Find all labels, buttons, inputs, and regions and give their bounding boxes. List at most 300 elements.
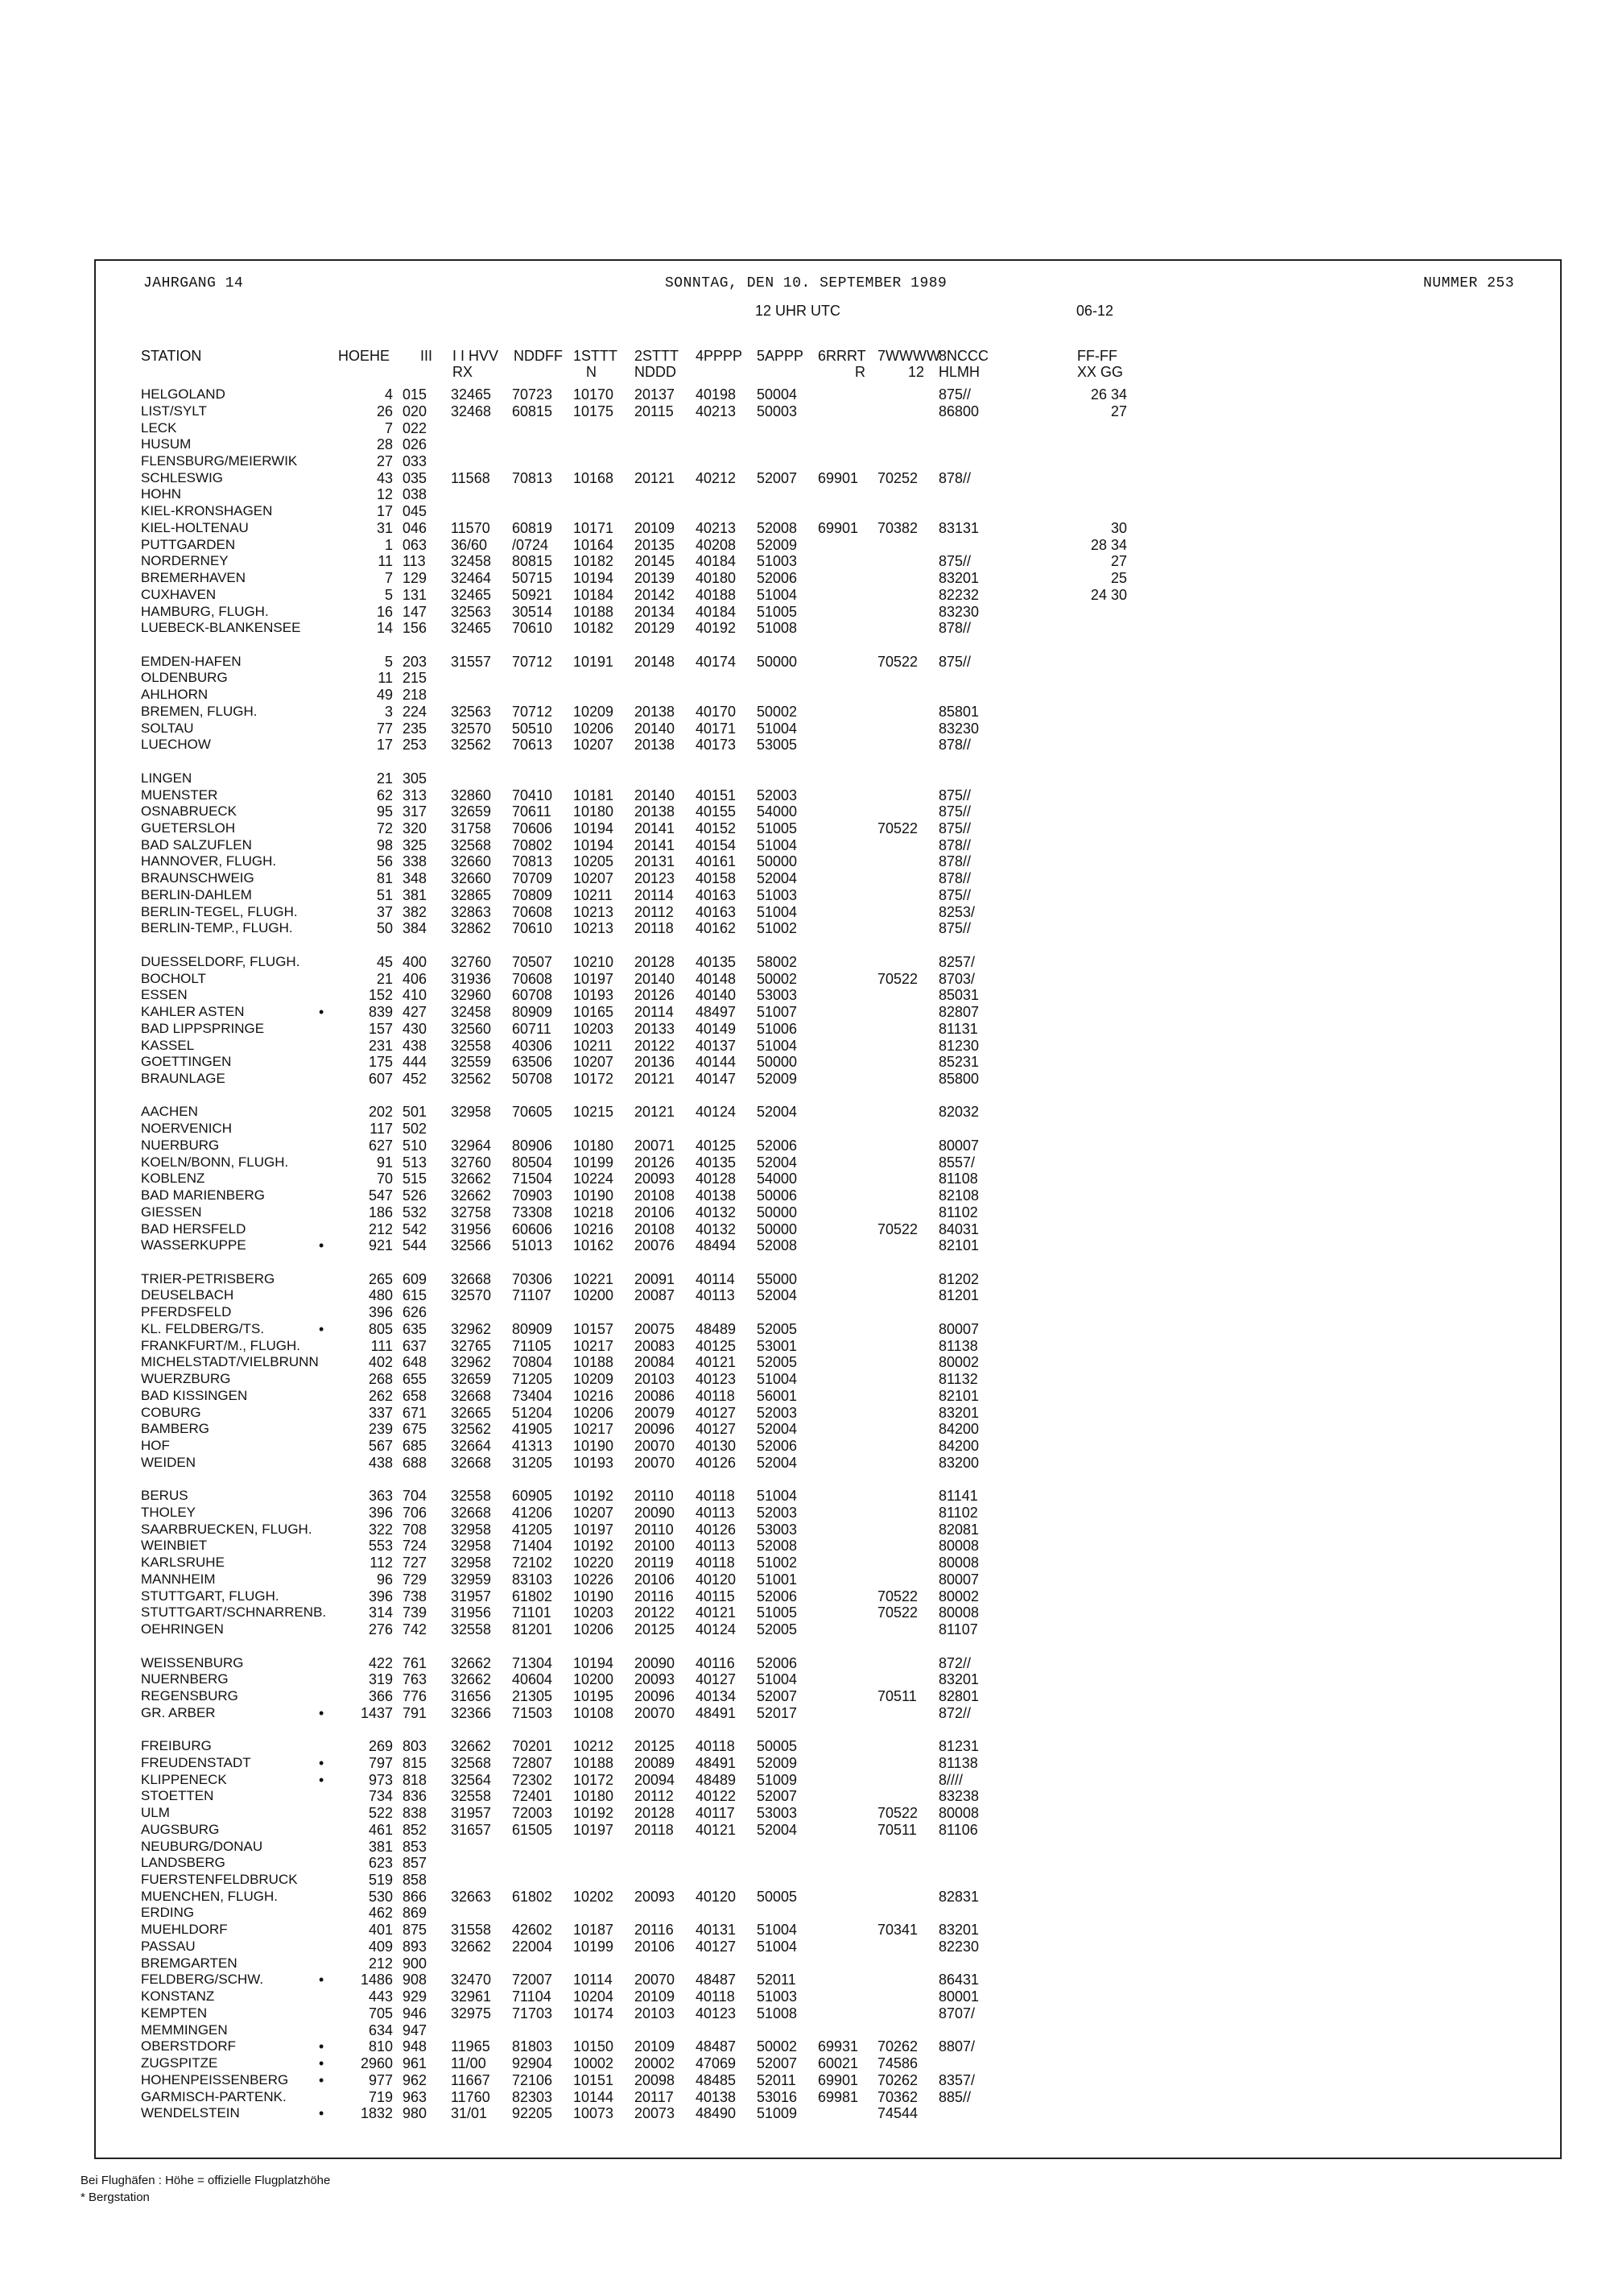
- cell-c: 10165: [573, 1004, 614, 1020]
- cell-iii: 866: [402, 1888, 427, 1905]
- cell-e: 40184: [696, 553, 737, 570]
- cell-iii: 147: [402, 603, 427, 620]
- date-title: SONNTAG, DEN 10. SEPTEMBER 1989: [665, 275, 947, 291]
- cell-f: 58002: [757, 953, 798, 970]
- cell-f: 52007: [757, 1788, 798, 1805]
- cell-iii: 113: [402, 553, 426, 570]
- cell-a: 32863: [451, 903, 492, 920]
- cell-i: 81102: [939, 1204, 978, 1220]
- cell-iii: 635: [402, 1320, 427, 1337]
- cell-f: 51003: [757, 1988, 798, 2005]
- cell-f: 51005: [757, 820, 798, 836]
- cell-iii: 658: [402, 1387, 427, 1404]
- cell-e: 40126: [696, 1521, 737, 1538]
- cell-b: 92205: [512, 2105, 553, 2122]
- cell-d: 20100: [634, 1538, 675, 1555]
- col-header-iii: III: [420, 348, 433, 364]
- cell-a: 32662: [451, 1671, 492, 1688]
- cell-i: 86800: [939, 403, 980, 419]
- cell-d: 20090: [634, 1654, 675, 1671]
- cell-iii: 033: [402, 452, 427, 469]
- cell-i: 82032: [939, 1104, 980, 1121]
- cell-d: 20002: [634, 2055, 675, 2071]
- cell-d: 20141: [634, 836, 675, 853]
- cell-d: 20136: [634, 1054, 675, 1071]
- cell-hoehe: 839: [368, 1004, 393, 1020]
- cell-iii: 444: [402, 1054, 427, 1071]
- cell-iii: 704: [402, 1488, 427, 1505]
- cell-e: 40118: [696, 1488, 735, 1505]
- cell-f: 51004: [757, 903, 798, 920]
- cell-a: 32568: [451, 1754, 492, 1771]
- cell-iii: 035: [402, 469, 427, 486]
- cell-c: 10220: [573, 1555, 614, 1571]
- cell-d: 20140: [634, 970, 675, 987]
- cell-c: 10190: [573, 1588, 614, 1604]
- cell-b: 21305: [512, 1687, 553, 1704]
- cell-iii: 513: [402, 1154, 427, 1171]
- cell-d: 20118: [634, 920, 674, 937]
- cell-hoehe: 7: [384, 419, 393, 436]
- cell-a: 32470: [451, 1972, 492, 1988]
- cell-f: 52004: [757, 1104, 798, 1121]
- cell-station: OEHRINGEN: [141, 1621, 224, 1637]
- cell-a: 32465: [451, 620, 492, 637]
- cell-star: •: [319, 1320, 324, 1337]
- cell-hoehe: 117: [369, 1121, 393, 1138]
- cell-h: 70262: [877, 2071, 919, 2088]
- cell-station: WEIDEN: [141, 1454, 196, 1470]
- cell-c: 10157: [573, 1320, 614, 1337]
- cell-a: 32660: [451, 870, 492, 887]
- cell-station: LINGEN: [141, 770, 192, 786]
- cell-d: 20106: [634, 1938, 675, 1955]
- cell-station: BAD MARIENBERG: [141, 1187, 265, 1203]
- cell-b: 70608: [512, 903, 553, 920]
- cell-c: 10151: [573, 2071, 614, 2088]
- cell-c: 10194: [573, 820, 614, 836]
- cell-hoehe: 37: [376, 903, 393, 920]
- cell-h: 74586: [877, 2055, 919, 2071]
- cell-station: PASSAU: [141, 1938, 196, 1954]
- cell-a: 32668: [451, 1270, 492, 1287]
- footnote-airports: Bei Flughäfen : Höhe = offizielle Flugplatzhöhe: [80, 2174, 331, 2187]
- cell-f: 56001: [757, 1387, 798, 1404]
- cell-station: BAD HERSFELD: [141, 1220, 246, 1237]
- cell-d: 20103: [634, 1371, 675, 1388]
- cell-station: GOETTINGEN: [141, 1054, 232, 1070]
- cell-d: 20114: [634, 1004, 674, 1020]
- cell-f: 53003: [757, 1805, 798, 1822]
- cell-iii: 947: [402, 2021, 427, 2038]
- cell-hoehe: 319: [368, 1671, 393, 1688]
- cell-g: 69931: [818, 2038, 859, 2055]
- cell-a: 32668: [451, 1454, 492, 1471]
- cell-star: •: [319, 2038, 324, 2055]
- cell-iii: 544: [402, 1237, 427, 1254]
- cell-iii: 438: [402, 1037, 427, 1054]
- cell-e: 40125: [696, 1337, 737, 1354]
- cell-h: 70522: [877, 653, 919, 670]
- cell-iii: 626: [402, 1304, 427, 1321]
- cell-a: 32975: [451, 2005, 492, 2021]
- cell-star: •: [319, 1972, 324, 1988]
- cell-e: 40127: [696, 1421, 737, 1438]
- cell-hoehe: 98: [376, 836, 393, 853]
- cell-f: 50006: [757, 1187, 798, 1204]
- cell-i: 81107: [939, 1621, 978, 1637]
- cell-d: 20108: [634, 1187, 675, 1204]
- cell-iii: 129: [402, 570, 427, 586]
- cell-c: 10209: [573, 1371, 614, 1388]
- cell-i: 83230: [939, 720, 980, 737]
- cell-f: 51004: [757, 586, 798, 603]
- cell-hoehe: 530: [368, 1888, 393, 1905]
- cell-b: 80906: [512, 1137, 553, 1154]
- cell-f: 52004: [757, 1421, 798, 1438]
- cell-a: 11965: [451, 2038, 490, 2055]
- cell-i: 875//: [939, 553, 972, 570]
- cell-hoehe: 805: [368, 1320, 393, 1337]
- cell-d: 20098: [634, 2071, 675, 2088]
- cell-a: 11568: [451, 469, 490, 486]
- cell-b: 71404: [512, 1538, 553, 1555]
- cell-i: 81131: [939, 1020, 978, 1037]
- cell-a: 31957: [451, 1805, 492, 1822]
- cell-d: 20138: [634, 737, 675, 754]
- cell-a: 32558: [451, 1621, 492, 1637]
- cell-h: 70382: [877, 519, 919, 536]
- cell-hoehe: 705: [368, 2005, 393, 2021]
- cell-f: 50000: [757, 653, 798, 670]
- cell-i: 885//: [939, 2088, 972, 2105]
- cell-b: 50708: [512, 1070, 553, 1087]
- cell-a: 32458: [451, 1004, 492, 1020]
- cell-f: 52009: [757, 536, 798, 553]
- cell-i: 84200: [939, 1421, 980, 1438]
- cell-iii: 235: [402, 720, 427, 737]
- cell-a: 32568: [451, 836, 492, 853]
- time-window: 06-12: [1076, 303, 1114, 319]
- cell-e: 40126: [696, 1454, 737, 1471]
- cell-station: OSNABRUECK: [141, 803, 237, 820]
- cell-d: 20123: [634, 870, 675, 887]
- cell-star: •: [319, 2105, 324, 2122]
- cell-a: 32962: [451, 1320, 492, 1337]
- cell-iii: 708: [402, 1521, 427, 1538]
- cell-e: 40134: [696, 1687, 737, 1704]
- cell-station: GUETERSLOH: [141, 820, 236, 836]
- cell-hoehe: 977: [368, 2071, 393, 2088]
- cell-hoehe: 91: [376, 1154, 393, 1171]
- cell-f: 51003: [757, 886, 798, 903]
- cell-e: 40154: [696, 836, 737, 853]
- col-header-6rrrt-sub: R: [855, 364, 865, 380]
- cell-b: 70201: [512, 1738, 553, 1755]
- cell-d: 20112: [634, 903, 674, 920]
- cell-iii: 400: [402, 953, 427, 970]
- cell-f: 52004: [757, 1287, 798, 1304]
- cell-hoehe: 734: [368, 1788, 393, 1805]
- cell-e: 40163: [696, 886, 737, 903]
- cell-station: STOETTEN: [141, 1788, 214, 1804]
- cell-star: •: [319, 1704, 324, 1721]
- cell-c: 10188: [573, 1354, 614, 1371]
- cell-b: 70610: [512, 920, 553, 937]
- cell-station: STUTTGART, FLUGH.: [141, 1588, 279, 1604]
- cell-iii: 815: [402, 1754, 427, 1771]
- cell-f: 52011: [757, 1972, 796, 1988]
- cell-iii: 348: [402, 870, 427, 887]
- cell-e: 40171: [696, 720, 737, 737]
- cell-e: 40116: [696, 1654, 735, 1671]
- cell-i: 875//: [939, 920, 972, 937]
- cell-station: FREIBURG: [141, 1738, 212, 1754]
- cell-i: 878//: [939, 620, 972, 637]
- cell-hoehe: 396: [368, 1504, 393, 1521]
- cell-ff: 28 34: [1090, 536, 1127, 553]
- cell-f: 50000: [757, 853, 798, 870]
- cell-b: 80815: [512, 553, 553, 570]
- cell-b: 72302: [512, 1771, 553, 1788]
- cell-b: 72807: [512, 1754, 553, 1771]
- cell-b: 70410: [512, 787, 553, 803]
- cell-hoehe: 28: [376, 436, 393, 453]
- cell-i: 80007: [939, 1571, 980, 1588]
- cell-station: HOHENPEISSENBERG: [141, 2071, 289, 2087]
- cell-f: 52006: [757, 1588, 798, 1604]
- cell-i: 82230: [939, 1938, 980, 1955]
- cell-i: 81201: [939, 1287, 980, 1304]
- cell-a: 32659: [451, 1371, 492, 1388]
- cell-e: 40123: [696, 1371, 737, 1388]
- cell-d: 20089: [634, 1754, 675, 1771]
- cell-hoehe: 797: [368, 1754, 393, 1771]
- cell-station: TRIER-PETRISBERG: [141, 1270, 275, 1286]
- cell-e: 40152: [696, 820, 737, 836]
- cell-e: 40124: [696, 1104, 737, 1121]
- cell-iii: 502: [402, 1121, 427, 1138]
- cell-d: 20108: [634, 1220, 675, 1237]
- cell-hoehe: 17: [376, 737, 393, 754]
- cell-a: 32760: [451, 953, 492, 970]
- cell-c: 10073: [573, 2105, 614, 2122]
- cell-iii: 742: [402, 1621, 427, 1637]
- cell-f: 52006: [757, 570, 798, 586]
- cell-d: 20110: [634, 1488, 674, 1505]
- cell-f: 52006: [757, 1654, 798, 1671]
- cell-d: 20135: [634, 536, 675, 553]
- cell-f: 51009: [757, 2105, 798, 2122]
- cell-d: 20122: [634, 1037, 675, 1054]
- cell-f: 52005: [757, 1354, 798, 1371]
- cell-c: 10211: [573, 1037, 613, 1054]
- cell-f: 55000: [757, 1270, 798, 1287]
- cell-f: 51005: [757, 1604, 798, 1621]
- cell-d: 20121: [634, 1070, 675, 1087]
- cell-c: 10191: [573, 653, 614, 670]
- cell-b: 71107: [512, 1287, 551, 1304]
- cell-b: 71703: [512, 2005, 553, 2021]
- cell-iii: 317: [402, 803, 427, 820]
- cell-hoehe: 152: [368, 987, 393, 1004]
- cell-c: 10216: [573, 1387, 614, 1404]
- cell-a: 32665: [451, 1404, 492, 1421]
- cell-a: 31657: [451, 1821, 492, 1838]
- cell-station: BAD SALZUFLEN: [141, 836, 252, 853]
- cell-iii: 218: [402, 687, 427, 704]
- cell-a: 32562: [451, 737, 492, 754]
- cell-c: 10217: [573, 1337, 614, 1354]
- cell-hoehe: 396: [368, 1588, 393, 1604]
- cell-a: 32563: [451, 603, 492, 620]
- cell-c: 10211: [573, 886, 613, 903]
- cell-b: 71504: [512, 1171, 553, 1187]
- cell-e: 47069: [696, 2055, 737, 2071]
- cell-station: BRAUNSCHWEIG: [141, 870, 254, 886]
- cell-hoehe: 337: [368, 1404, 393, 1421]
- cell-a: 32464: [451, 570, 492, 586]
- cell-f: 51004: [757, 1037, 798, 1054]
- cell-f: 50005: [757, 1888, 798, 1905]
- cell-hoehe: 402: [368, 1354, 393, 1371]
- cell-b: 80909: [512, 1004, 553, 1020]
- cell-c: 10200: [573, 1287, 614, 1304]
- cell-d: 20106: [634, 1571, 675, 1588]
- cell-d: 20121: [634, 1104, 675, 1121]
- cell-station: BREMEN, FLUGH.: [141, 703, 258, 719]
- cell-e: 40151: [696, 787, 737, 803]
- cell-i: 81141: [939, 1488, 978, 1505]
- cell-c: 10197: [573, 1521, 614, 1538]
- cell-b: 70709: [512, 870, 553, 887]
- cell-e: 48491: [696, 1754, 737, 1771]
- cell-c: 10174: [573, 2005, 614, 2021]
- cell-f: 52009: [757, 1070, 798, 1087]
- cell-f: 52004: [757, 870, 798, 887]
- cell-station: FRANKFURT/M., FLUGH.: [141, 1337, 301, 1353]
- cell-i: 81106: [939, 1821, 978, 1838]
- cell-station: BOCHOLT: [141, 970, 206, 986]
- cell-d: 20070: [634, 1704, 675, 1721]
- cell-e: 40140: [696, 987, 737, 1004]
- cell-hoehe: 50: [376, 920, 393, 937]
- cell-i: 83230: [939, 603, 980, 620]
- cell-iii: 427: [402, 1004, 427, 1020]
- cell-d: 20084: [634, 1354, 675, 1371]
- cell-iii: 724: [402, 1538, 427, 1555]
- cell-hoehe: 45: [376, 953, 393, 970]
- cell-e: 40120: [696, 1571, 737, 1588]
- cell-iii: 852: [402, 1821, 427, 1838]
- cell-b: 73404: [512, 1387, 553, 1404]
- cell-b: 60819: [512, 519, 553, 536]
- cell-i: 878//: [939, 853, 972, 870]
- cell-d: 20118: [634, 1821, 674, 1838]
- cell-b: 60711: [512, 1020, 551, 1037]
- cell-b: 73308: [512, 1204, 553, 1220]
- cell-i: 80007: [939, 1320, 980, 1337]
- cell-a: 32563: [451, 703, 492, 720]
- cell-e: 40144: [696, 1054, 737, 1071]
- cell-station: BAD LIPPSPRINGE: [141, 1020, 265, 1036]
- cell-i: 83201: [939, 1671, 980, 1688]
- col-header-8nccc-sub: HLMH: [939, 364, 980, 380]
- cell-c: 10207: [573, 1054, 614, 1071]
- cell-b: 50715: [512, 570, 553, 586]
- cell-i: 83238: [939, 1788, 980, 1805]
- cell-d: 20122: [634, 1604, 675, 1621]
- cell-i: 872//: [939, 1654, 972, 1671]
- cell-e: 40113: [696, 1538, 735, 1555]
- cell-d: 20142: [634, 586, 675, 603]
- cell-e: 40121: [696, 1821, 737, 1838]
- cell-e: 40128: [696, 1171, 737, 1187]
- cell-c: 10221: [573, 1270, 614, 1287]
- cell-hoehe: 31: [376, 519, 393, 536]
- cell-f: 52007: [757, 469, 798, 486]
- cell-iii: 637: [402, 1337, 427, 1354]
- cell-a: 32558: [451, 1788, 492, 1805]
- cell-a: 32962: [451, 1354, 492, 1371]
- cell-c: 10144: [573, 2088, 614, 2105]
- cell-hoehe: 95: [376, 803, 393, 820]
- cell-station: CUXHAVEN: [141, 586, 217, 602]
- cell-c: 10216: [573, 1220, 614, 1237]
- cell-iii: 305: [402, 770, 427, 787]
- cell-i: 875//: [939, 653, 972, 670]
- cell-iii: 542: [402, 1220, 427, 1237]
- cell-a: 31557: [451, 653, 492, 670]
- cell-iii: 313: [402, 787, 427, 803]
- cell-b: /0724: [512, 536, 549, 553]
- cell-star: •: [319, 1237, 324, 1254]
- cell-f: 50000: [757, 1204, 798, 1220]
- cell-c: 10188: [573, 603, 614, 620]
- cell-c: 10172: [573, 1070, 614, 1087]
- cell-f: 52017: [757, 1704, 798, 1721]
- cell-e: 40132: [696, 1220, 737, 1237]
- cell-i: 875//: [939, 820, 972, 836]
- cell-g: 69901: [818, 519, 859, 536]
- cell-iii: 046: [402, 519, 427, 536]
- cell-d: 20070: [634, 1454, 675, 1471]
- cell-hoehe: 51: [376, 886, 393, 903]
- cell-station: GR. ARBER: [141, 1704, 216, 1720]
- cell-c: 10168: [573, 469, 614, 486]
- cell-d: 20138: [634, 803, 675, 820]
- cell-e: 40131: [696, 1922, 737, 1939]
- cell-a: 32865: [451, 886, 492, 903]
- cell-f: 52004: [757, 1154, 798, 1171]
- cell-iii: 875: [402, 1922, 427, 1939]
- cell-g: 69981: [818, 2088, 859, 2105]
- cell-c: 10002: [573, 2055, 614, 2071]
- cell-hoehe: 26: [376, 403, 393, 419]
- cell-e: 40173: [696, 737, 737, 754]
- cell-b: 70613: [512, 737, 553, 754]
- cell-station: HAMBURG, FLUGH.: [141, 603, 269, 619]
- cell-a: 32663: [451, 1888, 492, 1905]
- cell-a: 32558: [451, 1488, 492, 1505]
- cell-d: 20141: [634, 820, 675, 836]
- cell-iii: 022: [402, 419, 427, 436]
- cell-iii: 929: [402, 1988, 427, 2005]
- col-header-6rrrt: 6RRRT: [818, 348, 866, 364]
- cell-e: 40121: [696, 1354, 737, 1371]
- cell-h: 70522: [877, 1604, 919, 1621]
- cell-station: LUEBECK-BLANKENSEE: [141, 620, 301, 636]
